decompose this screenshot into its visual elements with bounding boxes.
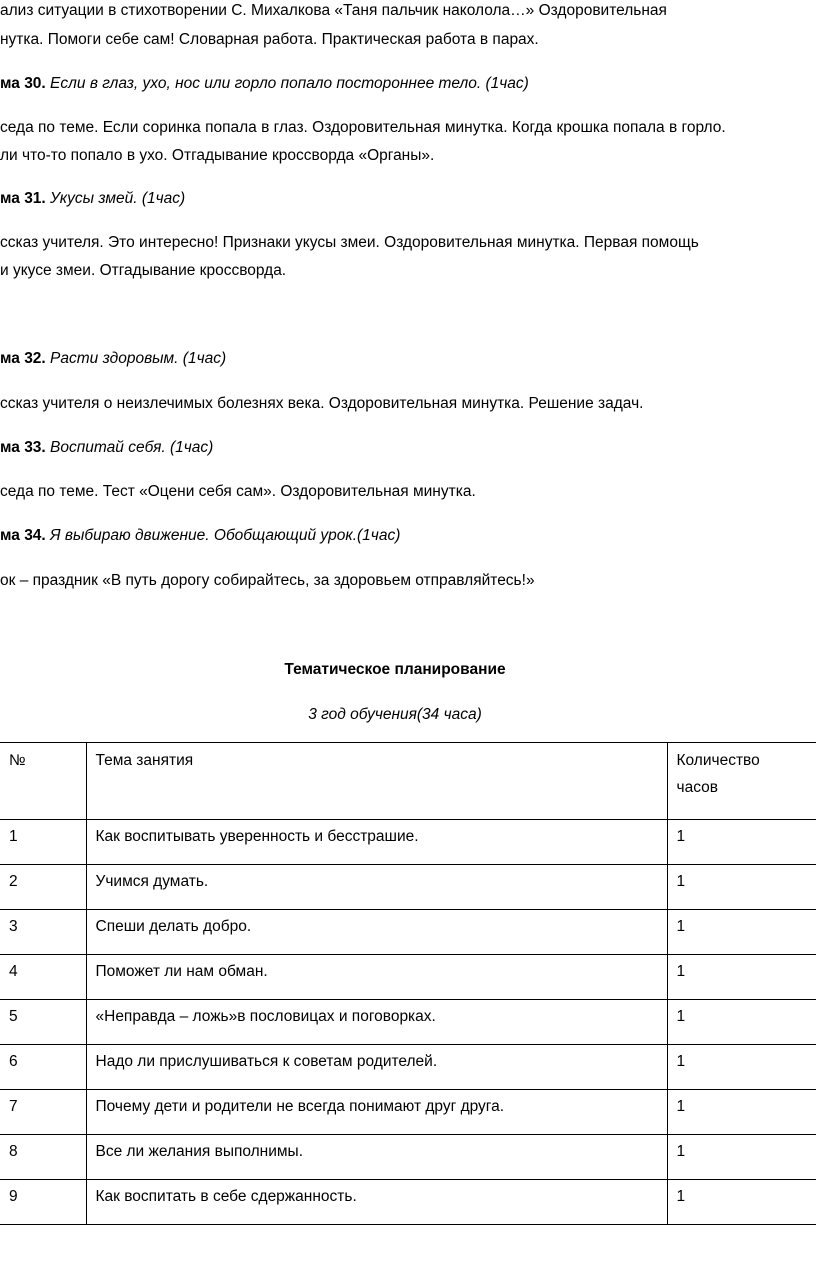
table-row: [0, 1090, 816, 1135]
cell-hours: 1: [667, 1045, 816, 1090]
cell-hours: 1: [667, 1000, 816, 1045]
header-cell-topic: Тема занятия: [86, 743, 667, 820]
table-row: [0, 955, 816, 1000]
topic-number: ма 30.: [0, 75, 46, 92]
topic-title: Расти здоровым. (1час): [45, 350, 227, 367]
text-line: нутка. Помоги себе сам! Словарная работа. Практическая работа в парах.: [0, 31, 539, 48]
header-cell-num: №: [0, 743, 86, 820]
planning-table: [0, 742, 816, 1225]
topic-heading: [0, 527, 400, 545]
text-line: ссказ учителя о неизлечимых болезнях века. Оздоровительная минутка. Решение задач.: [0, 395, 644, 412]
cell-hours: 1: [667, 1180, 816, 1225]
topic-heading: [0, 350, 226, 368]
table-row: [0, 1045, 816, 1090]
cell-num: 4: [0, 955, 86, 1000]
cell-hours: 1: [667, 820, 816, 865]
topic-number: ма 33.: [0, 439, 46, 456]
cell-hours: 1: [667, 865, 816, 910]
cell-num: 7: [0, 1090, 86, 1135]
cell-num: 5: [0, 1000, 86, 1045]
cell-topic: Учимся думать.: [86, 865, 667, 910]
text-line: ализ ситуации в стихотворении С. Михалкова «Таня пальчик наколола…» Оздоровительная: [0, 2, 667, 19]
table-row: [0, 820, 816, 865]
topic-heading: [0, 439, 213, 457]
topic-title: Укусы змей. (1час): [45, 190, 186, 207]
text-line: седа по теме. Тест «Оцени себя сам». Оздоровительная минутка.: [0, 483, 476, 500]
cell-hours: 1: [667, 910, 816, 955]
cell-topic: Как воспитать в себе сдержанность.: [86, 1180, 667, 1225]
cell-num: 1: [0, 820, 86, 865]
header-cell-hours: Количество часов: [667, 743, 816, 820]
table-row: [0, 1180, 816, 1225]
text-line: ок – праздник «В путь дорогу собирайтесь, за здоровьем отправляйтесь!»: [0, 572, 535, 589]
table-row: [0, 865, 816, 910]
table-row: [0, 1135, 816, 1180]
cell-topic: «Неправда – ложь»в пословицах и поговорках.: [86, 1000, 667, 1045]
cell-num: 2: [0, 865, 86, 910]
topic-heading: [0, 190, 185, 208]
cell-hours: 1: [667, 955, 816, 1000]
topic-title: Я выбираю движение. Обобщающий урок.(1час): [45, 527, 401, 544]
topic-number: ма 34.: [0, 527, 46, 544]
cell-topic: Спеши делать добро.: [86, 910, 667, 955]
text-line: седа по теме. Если соринка попала в глаз. Оздоровительная минутка. Когда крошка попала в горло.: [0, 119, 726, 136]
cell-topic: Как воспитывать уверенность и бесстрашие.: [86, 820, 667, 865]
planning-heading: Тематическое планирование: [284, 661, 506, 678]
cell-num: 6: [0, 1045, 86, 1090]
text-line: и укусе змеи. Отгадывание кроссворда.: [0, 262, 287, 279]
cell-hours: 1: [667, 1090, 816, 1135]
table-row: [0, 1000, 816, 1045]
cell-num: 3: [0, 910, 86, 955]
text-line: ссказ учителя. Это интересно! Признаки укусы змеи. Оздоровительная минутка. Первая помощь: [0, 234, 699, 251]
cell-topic: Поможет ли нам обман.: [86, 955, 667, 1000]
cell-hours: 1: [667, 1135, 816, 1180]
table-header-row: [0, 743, 816, 820]
cell-num: 8: [0, 1135, 86, 1180]
cell-topic: Надо ли прислушиваться к советам родителей.: [86, 1045, 667, 1090]
topic-title: Если в глаз, ухо, нос или горло попало постороннее тело. (1час): [45, 75, 529, 92]
cell-topic: Все ли желания выполнимы.: [86, 1135, 667, 1180]
topic-title: Воспитай себя. (1час): [45, 439, 214, 456]
table-row: [0, 910, 816, 955]
topic-number: ма 31.: [0, 190, 46, 207]
planning-subheading: 3 год обучения(34 часа): [308, 706, 482, 723]
topic-heading: [0, 75, 529, 93]
text-line: ли что-то попало в ухо. Отгадывание кроссворда «Органы».: [0, 147, 435, 164]
topic-number: ма 32.: [0, 350, 46, 367]
cell-num: 9: [0, 1180, 86, 1225]
cell-topic: Почему дети и родители не всегда понимают друг друга.: [86, 1090, 667, 1135]
